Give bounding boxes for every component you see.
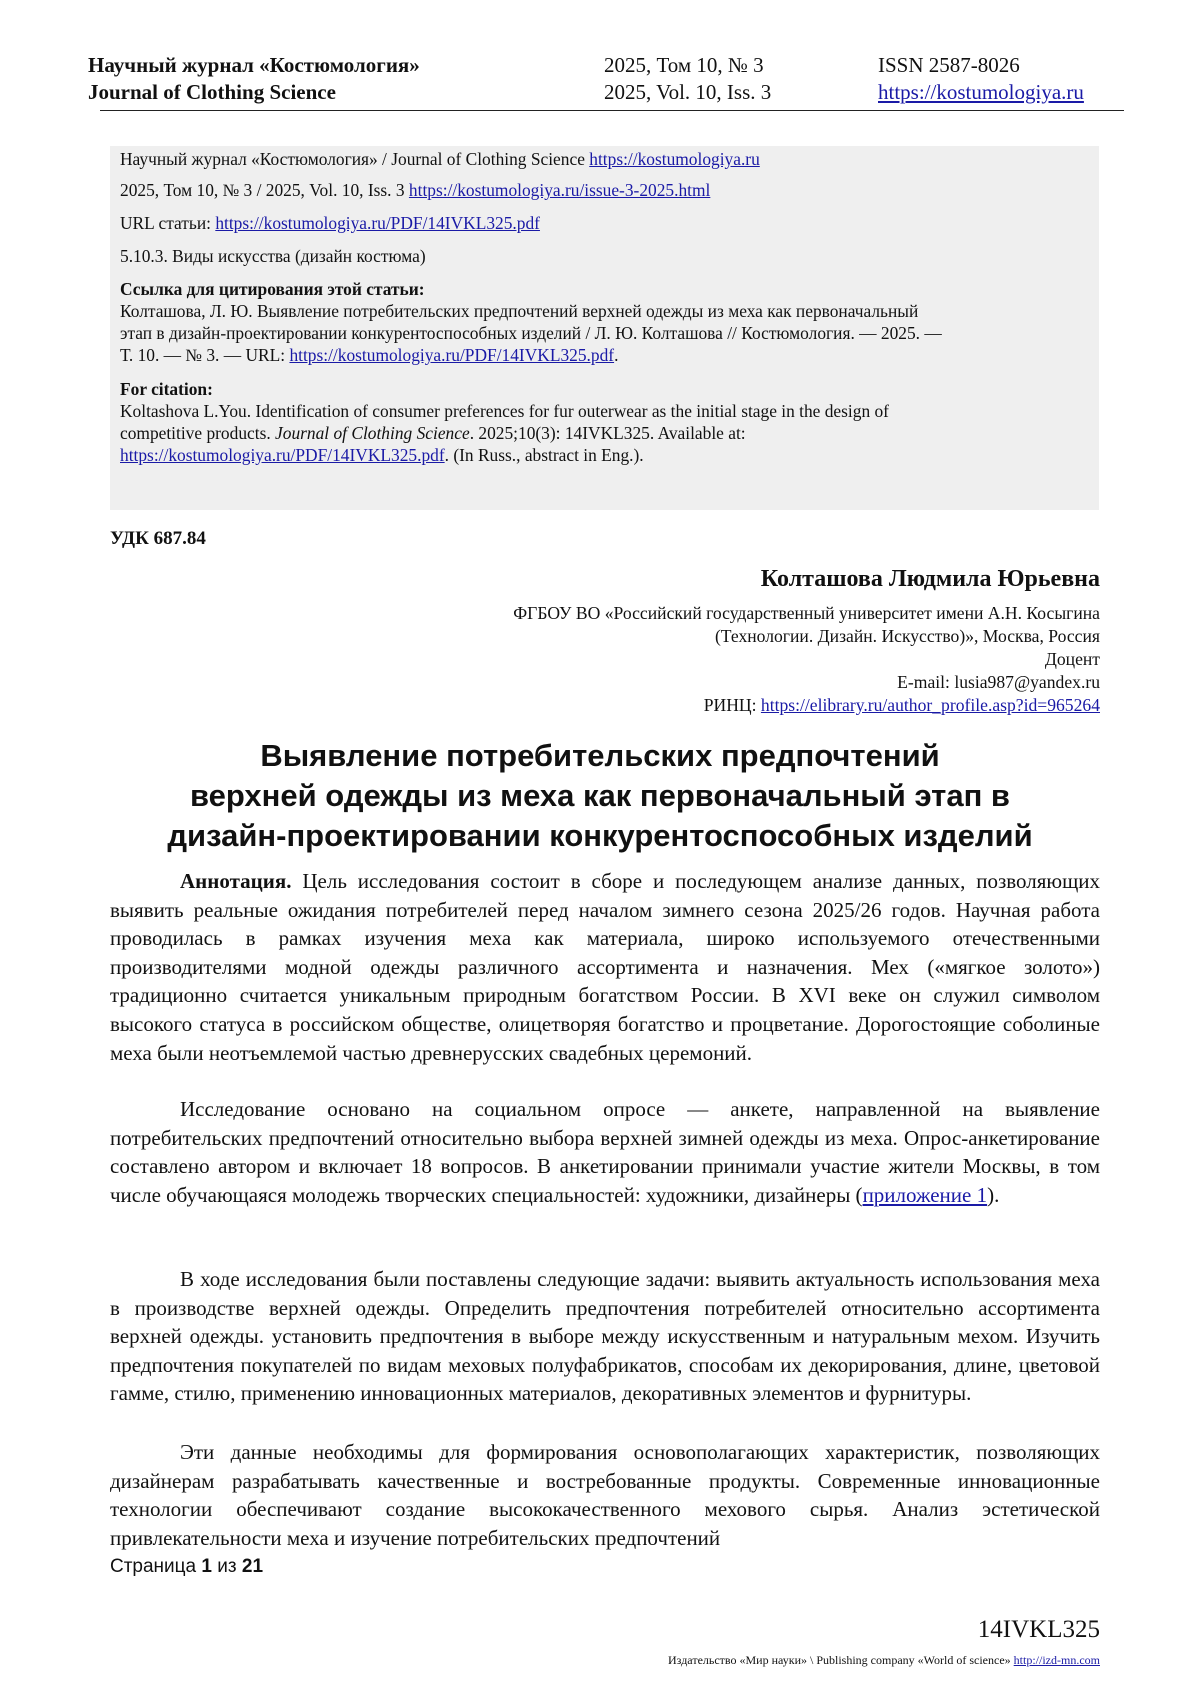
cite-ru-heading: Ссылка для цитирования этой статьи: — [120, 279, 425, 299]
issue-ru: 2025, Том 10, № 3 — [604, 53, 764, 77]
publisher-text: Издательство «Мир науки» \ Publishing company «World of science» — [668, 1653, 1014, 1667]
cite-ru-end: . — [614, 345, 619, 365]
journal-name-block — [88, 52, 420, 106]
meta-issue-link[interactable]: https://kostumologiya.ru/issue-3-2025.html — [408, 180, 711, 200]
title-line-1: Выявление потребительских предпочтений — [260, 738, 940, 773]
meta-journal-text: Научный журнал «Костюмология» / Journal of Clothing Science — [120, 149, 590, 169]
cite-ru-url-label: Т. 10. — № 3. — URL: — [120, 345, 290, 365]
cite-en-line1: Koltashova L.You. Identification of consumer preferences for fur outerwear as the initial stage in the design of — [120, 401, 889, 421]
meta-url-line — [120, 212, 540, 234]
publisher-line — [668, 1653, 1100, 1668]
page-of: из — [211, 1556, 242, 1577]
author-name: Колташова Людмила Юрьевна — [760, 566, 1100, 592]
cite-ru-line3 — [120, 344, 618, 366]
abstract-paragraph — [110, 867, 1100, 1067]
issn-block — [878, 52, 1084, 106]
meta-issue-text: 2025, Том 10, № 3 / 2025, Vol. 10, Iss. 3 — [120, 180, 409, 200]
title-line-3: дизайн-проектировании конкурентоспособных изделий — [167, 818, 1033, 853]
author-rinc — [513, 694, 1100, 717]
abstract-text: Цель исследования состоит в сборе и последующем анализе данных, позволяющих выявить реальные ожидания потребителей перед началом зимнего сезона 2025/26 годов. Научная работа проводилась в рамках изучения меха как материала, широко используемого отечественными производителями модной одежды различного ассортимента и назначения. Мех («мягкое золото») традиционно считается уникальным природным богатством России. В XVI веке он служил символом высокого статуса в российском обществе, олицетворяя богатство и процветание. Дорогостоящие соболиные меха были неотъемлемой частью древнерусских свадебных церемоний. — [110, 869, 1100, 1065]
cite-en-line3 — [120, 444, 644, 466]
abstract-label: Аннотация. — [180, 869, 292, 893]
meta-issue-line — [120, 179, 710, 201]
meta-url-label: URL статьи: — [120, 213, 216, 233]
paragraph-4 — [110, 1438, 1100, 1552]
meta-journal-line — [120, 148, 760, 170]
cite-en-heading: For citation: — [120, 379, 213, 399]
cite-en-text-b: . 2025;10(3): 14IVKL325. Available at: — [469, 423, 746, 443]
page-counter — [110, 1556, 263, 1578]
issn: ISSN 2587-8026 — [878, 53, 1020, 77]
appendix-link[interactable]: приложение 1 — [862, 1182, 988, 1207]
cite-en-line2 — [120, 422, 746, 444]
title-line-2: верхней одежды из меха как первоначальный этап в — [190, 778, 1010, 813]
cite-en-link[interactable]: https://kostumologiya.ru/PDF/14IVKL325.pdf — [120, 445, 445, 465]
paragraph-3 — [110, 1265, 1100, 1408]
page-word: Страница — [110, 1556, 202, 1577]
meta-journal-link[interactable]: https://kostumologiya.ru — [589, 149, 760, 169]
author-email: E-mail: lusia987@yandex.ru — [897, 672, 1100, 692]
issue-block — [604, 52, 771, 106]
cite-ru-link[interactable]: https://kostumologiya.ru/PDF/14IVKL325.pdf — [289, 345, 615, 365]
author-affiliation-1: ФГБОУ ВО «Российский государственный университет имени А.Н. Косыгина — [513, 603, 1100, 623]
issue-en: 2025, Vol. 10, Iss. 3 — [604, 80, 772, 104]
journal-name-en: Journal of Clothing Science — [88, 80, 336, 104]
author-info — [513, 602, 1100, 717]
paragraph-2-text: Исследование основано на социальном опросе — анкете, направленной на выявление потребительских предпочтений относительно выбора верхней зимней одежды из меха. Опрос-анкетирование составлено автором и включает 18 вопросов. В анкетировании принимали участие жители Москвы, в том числе обучающаяся молодежь творческих специальностей: художники, дизайнеры ( — [110, 1097, 1100, 1207]
paragraph-2-end: ). — [987, 1182, 1000, 1207]
udk-code: УДК 687.84 — [110, 528, 206, 549]
running-header — [88, 52, 1124, 108]
publisher-link[interactable]: http://izd-mn.com — [1013, 1653, 1100, 1667]
cite-en-text-a: competitive products. — [120, 423, 276, 443]
page-total: 21 — [241, 1556, 264, 1577]
meta-specialty: 5.10.3. Виды искусства (дизайн костюма) — [120, 246, 426, 266]
author-affiliation-2: (Технологии. Дизайн. Искусство)», Москва, Россия — [714, 626, 1100, 646]
paragraph-3-text: В ходе исследования были поставлены следующие задачи: выявить актуальность использования меха в производстве верхней одежды. Определить предпочтения потребителей относительно ассортимента верхней одежды. установить предпочтения в выборе между искусственным и натуральным мехом. Изучить предпочтения покупателей по видам меховых полуфабрикатов, способам их декорирования, длине, цветовой гамме, стилю, применению инновационных материалов, декоративных элементов и фурнитуры. — [110, 1267, 1100, 1406]
citation-box — [110, 146, 1099, 510]
journal-site-link[interactable]: https://kostumologiya.ru — [878, 80, 1084, 104]
author-position: Доцент — [1044, 649, 1100, 669]
article-code: 14IVKL325 — [977, 1616, 1100, 1643]
cite-en-end: . (In Russ., abstract in Eng.). — [444, 445, 644, 465]
journal-name-ru: Научный журнал «Костюмология» — [88, 53, 420, 77]
page-current: 1 — [201, 1556, 212, 1577]
header-divider — [100, 110, 1124, 111]
cite-ru-line2: этап в дизайн-проектировании конкурентоспособных изделий / Л. Ю. Колташова // Костюмология. — 2025. — — [120, 323, 942, 343]
cite-ru-line1: Колташова, Л. Ю. Выявление потребительских предпочтений верхней одежды из меха как первоначальный — [120, 301, 919, 321]
article-title — [100, 736, 1100, 856]
rinc-link[interactable]: https://elibrary.ru/author_profile.asp?id=965264 — [760, 695, 1100, 715]
rinc-label: РИНЦ: — [703, 695, 761, 715]
paragraph-4-text: Эти данные необходимы для формирования основополагающих характеристик, позволяющих дизайнерам разрабатывать качественные и востребованные продукты. Современные инновационные технологии обеспечивают создание высококачественного мехового сырья. Анализ эстетической привлекательности меха и изучение потребительских предпочтений — [110, 1440, 1100, 1550]
meta-article-link[interactable]: https://kostumologiya.ru/PDF/14IVKL325.pdf — [215, 213, 540, 233]
paragraph-2 — [110, 1095, 1100, 1209]
cite-en-journal: Journal of Clothing Science — [275, 423, 470, 443]
